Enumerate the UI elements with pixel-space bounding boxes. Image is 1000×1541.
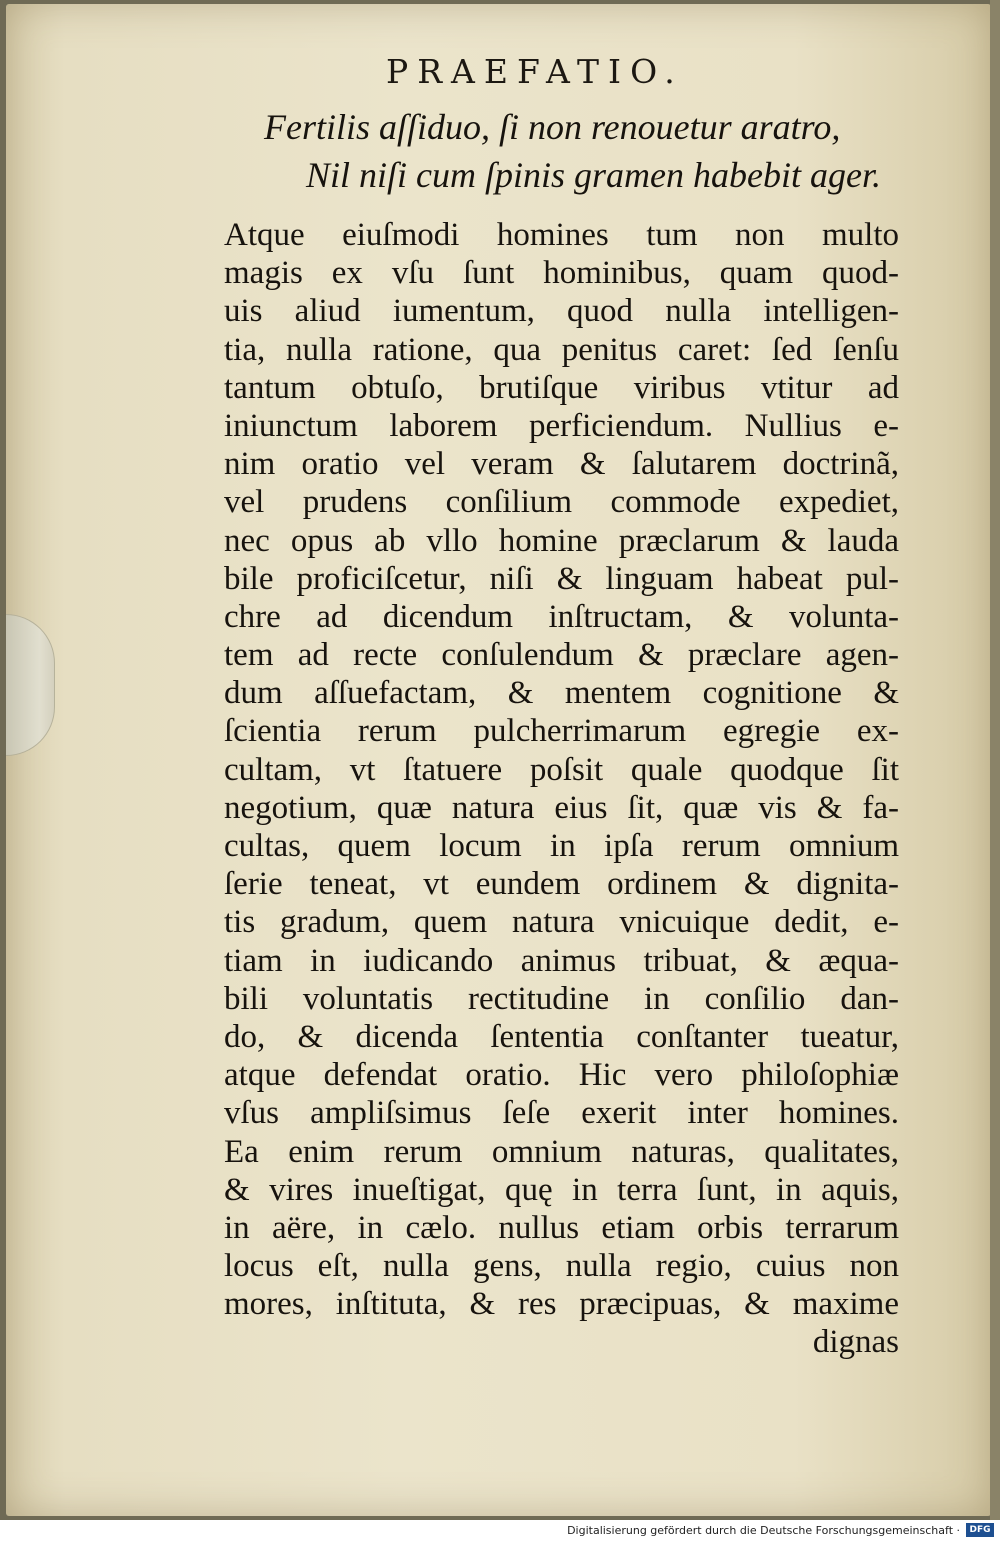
text-line: locus eſt, nulla gens, nulla regio, cuius non — [224, 1248, 899, 1285]
text-line: vſus ampliſsimus ſeſe exerit inter homines. — [224, 1095, 899, 1132]
text-line: ſcientia rerum pulcherrimarum egregie ex- — [224, 713, 899, 750]
verse-line: Nil niſi cum ſpinis gramen habebit ager. — [306, 155, 881, 195]
catchword: dignas — [812, 1324, 899, 1361]
text-line: bile proficiſcetur, niſi & linguam habeat pul- — [224, 560, 899, 597]
running-head: PRAEFATIO. — [386, 52, 684, 91]
text-line: tia, nulla ratione, qua penitus caret: ſed ſenſu — [224, 331, 899, 368]
text-line: Ea enim rerum omnium naturas, qualitates, — [224, 1133, 899, 1170]
text-line: & vires inueſtigat, quę in terra ſunt, in aquis, — [224, 1171, 899, 1208]
verse-line: Fertilis aſſiduo, ſi non renouetur aratro, — [264, 107, 841, 147]
book-page — [6, 4, 991, 1516]
text-line: magis ex vſu ſunt hominibus, quam quod- — [224, 255, 899, 292]
text-line: tem ad recte conſulendum & præclare agen- — [224, 637, 899, 674]
text-line: vel prudens conſilium commode expediet, — [224, 484, 899, 521]
text-line: negotium, quæ natura eius ſit, quæ vis & fa- — [224, 789, 899, 826]
text-line: ſerie teneat, vt eundem ordinem & dignita- — [224, 866, 899, 903]
text-line: dum aſſuefactam, & mentem cognitione & — [224, 675, 899, 712]
book-edge — [990, 0, 1000, 1520]
text-line: iniunctum laborem perficiendum. Nullius e- — [224, 407, 899, 444]
text-line: nec opus ab vllo homine præclarum & lauda — [224, 522, 899, 559]
text-line: atque defendat oratio. Hic vero philoſophiæ — [224, 1057, 899, 1094]
text-line: tiam in iudicando animus tribuat, & æqua- — [224, 942, 899, 979]
text-line: tis gradum, quem natura vnicuique dedit, e- — [224, 904, 899, 941]
text-line: uis aliud iumentum, quod nulla intelligen- — [224, 293, 899, 330]
text-line: bili voluntatis rectitudine in conſilio dan- — [224, 980, 899, 1017]
text-line: nim oratio vel veram & ſalutarem doctrinã, — [224, 446, 899, 483]
funding-credit: Digitalisierung gefördert durch die Deutsche Forschungsgemeinschaft · — [567, 1524, 960, 1537]
footer-bar — [0, 1520, 1000, 1541]
page-clip — [6, 614, 55, 756]
text-line: chre ad dicendum inſtructam, & volunta- — [224, 598, 899, 635]
text-line: cultas, quem locum in ipſa rerum omnium — [224, 828, 899, 864]
text-line: in aëre, in cælo. nullus etiam orbis terrarum — [224, 1209, 899, 1246]
dfg-logo-icon: DFG — [966, 1523, 994, 1537]
text-line: do, & dicenda ſententia conſtanter tueatur, — [224, 1018, 899, 1055]
text-line: tantum obtuſo, brutiſque viribus vtitur ad — [224, 369, 899, 406]
text-line: Atque eiuſmodi homines tum non multo — [224, 217, 899, 253]
text-line: mores, inſtituta, & res præcipuas, & maxime — [224, 1286, 899, 1323]
body-text — [224, 216, 899, 1362]
text-line: cultam, vt ſtatuere poſsit quale quodque ſit — [224, 751, 899, 788]
